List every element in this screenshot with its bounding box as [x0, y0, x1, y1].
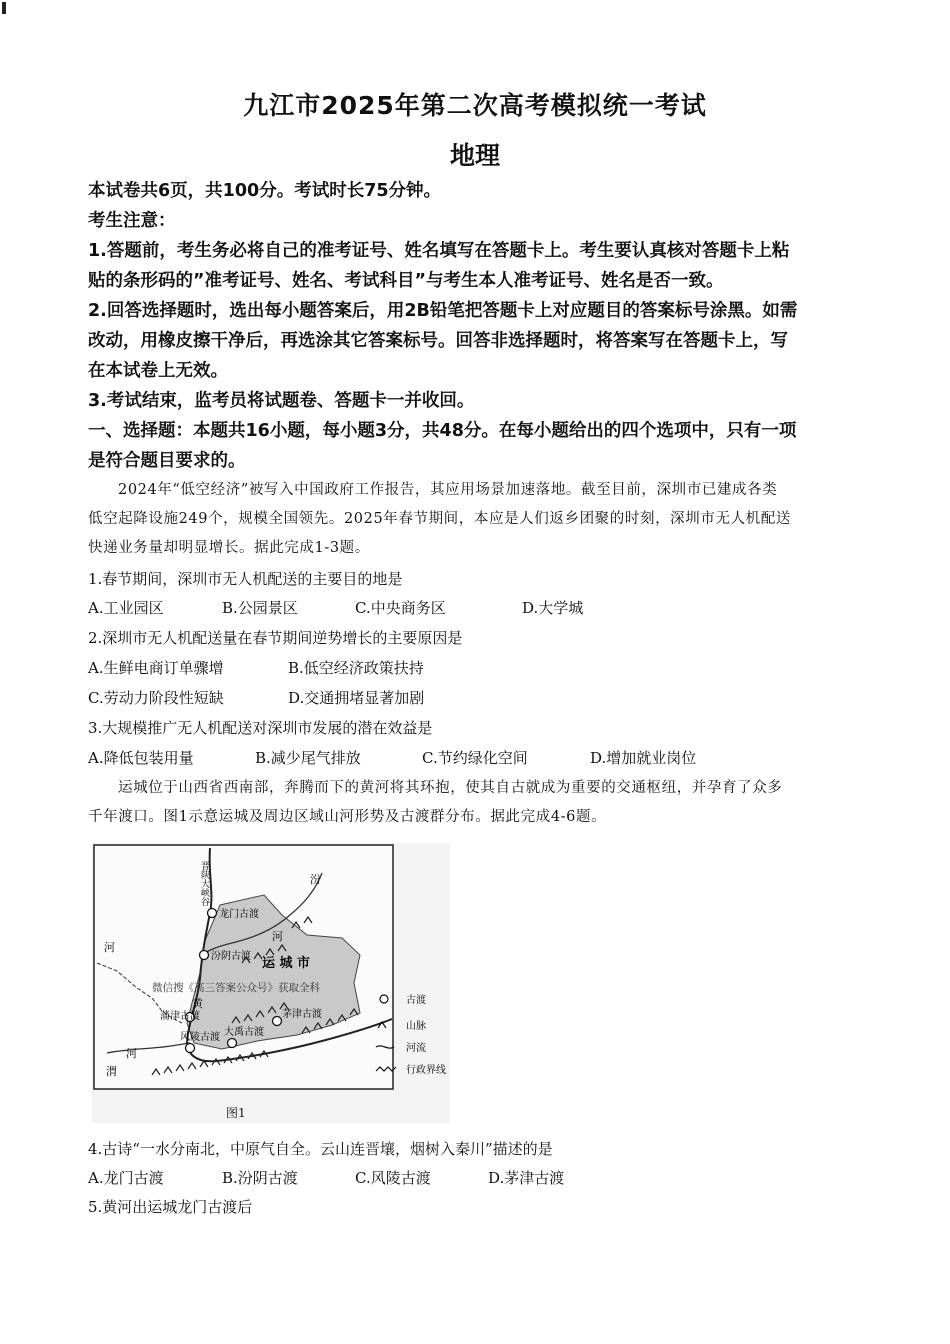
notice-title: 考生注意：: [88, 211, 176, 231]
option: A.龙门古渡: [88, 1169, 164, 1187]
ferry-label: 大禹古渡: [224, 1027, 264, 1038]
passage-line: 低空起降设施249个，规模全国领先。2025年春节期间，本应是人们返乡团聚的时刻，深圳市无人机配送: [88, 511, 791, 527]
label-gorge: 晋陕大峡谷: [199, 861, 209, 906]
option: D.交通拥堵显著加剧: [288, 689, 425, 707]
passage-line: 千年渡口。图1示意运城及周边区域山河形势及古渡群分布。据此完成4-6题。: [88, 809, 607, 825]
option: D.大学城: [522, 599, 584, 617]
question-stem: 2.深圳市无人机配送量在春节期间逆势增长的主要原因是: [88, 629, 463, 647]
exam-subject: 地理: [449, 141, 500, 170]
passage-line: 快递业务量却明显增长。据此完成1-3题。: [88, 540, 370, 556]
label-river: 河: [272, 930, 283, 943]
notice-line: 3.考试结束，监考员将试题卷、答题卡一并收回。: [88, 391, 475, 411]
option: B.公园景区: [222, 599, 298, 617]
ferry-marker: [186, 1044, 195, 1053]
ferry-label: 蒲津古渡: [160, 1011, 200, 1022]
ferry-label: 茅津古渡: [282, 1009, 322, 1020]
notice-line: 在本试卷上无效。: [88, 361, 228, 381]
exam-info: 本试卷共6页，共100分。考试时长75分钟。: [88, 181, 442, 201]
legend-ferry-icon: [380, 995, 388, 1003]
option: D.茅津古渡: [488, 1169, 565, 1187]
legend-label: 河流: [406, 1043, 426, 1054]
notice-line: 改动，用橡皮擦干净后，再选涂其它答案标号。回答非选择题时，将答案写在答题卡上，写: [88, 331, 788, 351]
label-river: 河: [126, 1047, 137, 1060]
label-fen: 汾: [310, 873, 321, 886]
option: C.风陵古渡: [355, 1169, 431, 1187]
figure-caption: 图1: [226, 1106, 246, 1120]
figure-1-map: [92, 843, 450, 1123]
option: A.生鲜电商订单骤增: [88, 659, 224, 677]
option: B.汾阴古渡: [222, 1169, 298, 1187]
ferry-label: 龙门古渡: [219, 909, 259, 920]
section-heading: 是符合题目要求的。: [88, 451, 246, 471]
map-svg: [92, 843, 450, 1123]
passage-line: 2024年“低空经济”被写入中国政府工作报告，其应用场景加速落地。截至目前，深圳市已建成各类: [118, 482, 778, 498]
watermark-text: 微信搜《高三答案公众号》获取全科: [152, 982, 320, 994]
question-stem: 4.古诗“一水分南北，中原气自全。云山连晋壤，烟树入秦川”描述的是: [88, 1140, 553, 1158]
option: A.降低包装用量: [88, 749, 194, 767]
option: C.节约绿化空间: [422, 749, 528, 767]
option: B.减少尾气排放: [255, 749, 361, 767]
ferry-label: 风陵古渡: [180, 1032, 220, 1043]
label-huang: 黄: [192, 997, 203, 1010]
notice-line: 2.回答选择题时，选出每小题答案后，用2B铅笔把答题卡上对应题目的答案标号涂黑。如需: [88, 301, 798, 321]
option: B.低空经济政策扶持: [288, 659, 424, 677]
option: A.工业园区: [88, 599, 164, 617]
notice-line: 1.答题前，考生务必将自己的准考证号、姓名填写在答题卡上。考生要认真核对答题卡上粘: [88, 241, 790, 261]
ferry-marker: [273, 1017, 282, 1026]
question-stem: 5.黄河出运城龙门古渡后: [88, 1198, 253, 1216]
legend-label: 山脉: [406, 1021, 426, 1032]
scan-corner-mark: [2, 2, 6, 14]
label-wei: 渭: [106, 1065, 117, 1078]
notice-line: 贴的条形码的”准考证号、姓名、考试科目”与考生本人准考证号、姓名是否一致。: [88, 271, 724, 291]
exam-title: 九江市2025年第二次高考模拟统一考试: [243, 91, 707, 120]
option: C.劳动力阶段性短缺: [88, 689, 224, 707]
question-stem: 1.春节期间，深圳市无人机配送的主要目的地是: [88, 570, 403, 588]
label-yuncheng: 运 城 市: [262, 956, 311, 971]
ferry-marker: [208, 909, 217, 918]
ferry-label: 汾阴古渡: [211, 951, 251, 962]
question-stem: 3.大规模推广无人机配送对深圳市发展的潜在效益是: [88, 719, 433, 737]
ferry-marker: [200, 951, 209, 960]
option: D.增加就业岗位: [590, 749, 697, 767]
legend-label: 古渡: [406, 995, 426, 1006]
ferry-marker: [228, 1039, 237, 1048]
option: C.中央商务区: [355, 599, 446, 617]
legend-label: 行政界线: [406, 1065, 446, 1076]
label-river: 河: [104, 941, 115, 954]
passage-line: 运城位于山西省西南部，奔腾而下的黄河将其环抱，使其自古就成为重要的交通枢纽，并孕育了众多: [118, 780, 783, 796]
section-heading: 一、选择题：本题共16小题，每小题3分，共48分。在每小题给出的四个选项中，只有一项: [88, 421, 797, 441]
